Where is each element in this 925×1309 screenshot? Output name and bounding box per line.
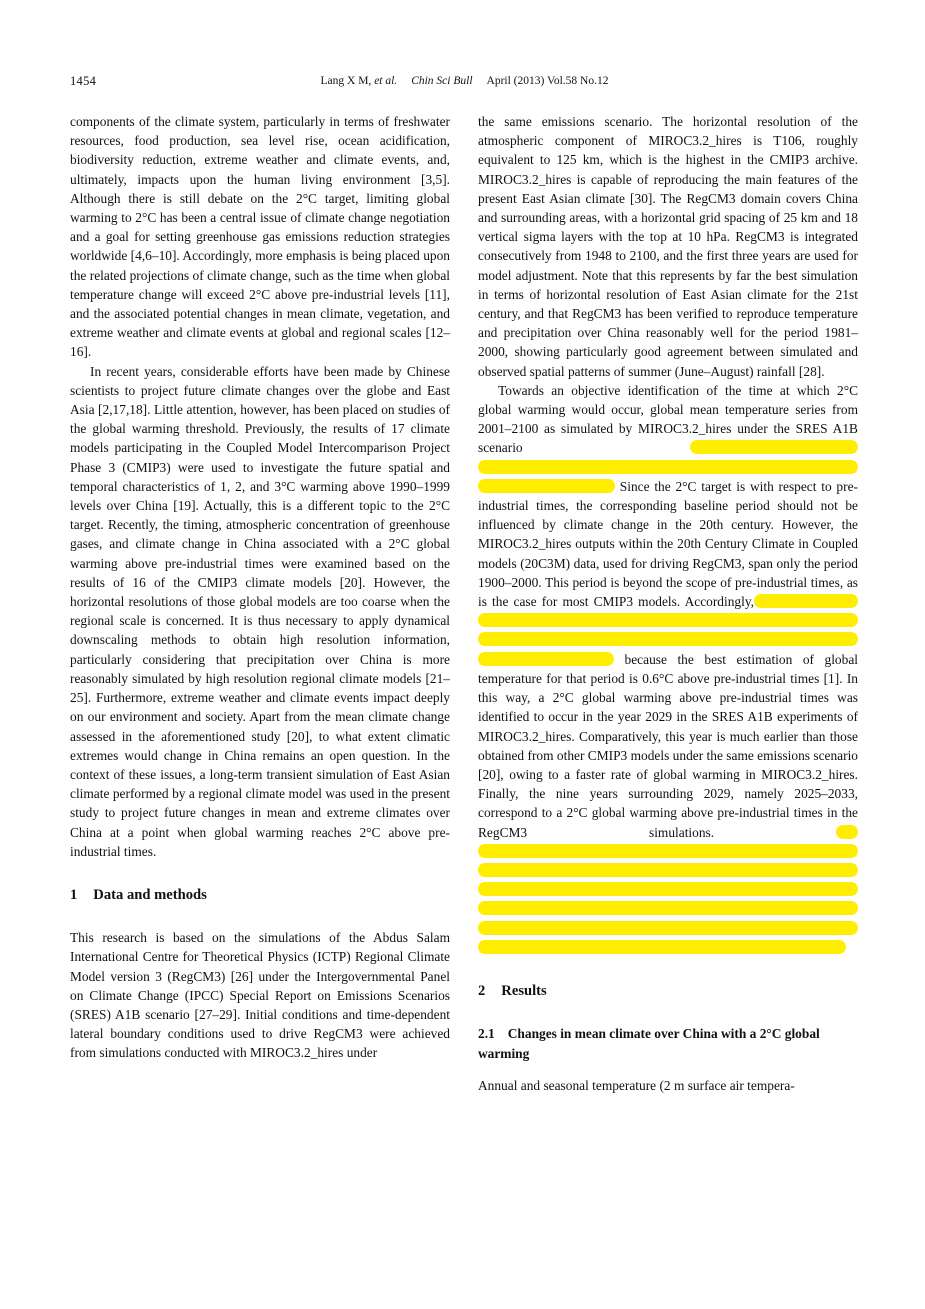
subsection-number: 2.1 bbox=[478, 1026, 495, 1042]
running-header bbox=[70, 74, 859, 88]
redacted-highlight bbox=[690, 440, 858, 454]
header-authors: Lang X M, bbox=[320, 75, 375, 87]
paragraph: components of the climate system, particularly in terms of freshwater resources, food production, sea level rise, ocean acidification, biodiversity reduction, extreme weather and climate events, and, ultimately, impacts upon the human living environment [3,5]. Although there is still debate on the 2°C target, limiting global warming to 2°C has been a central issue of climate change negotiation and a goal for setting greenhouse gas emissions reduction strategies worldwide [4,6–10]. Accordingly, more emphasis is being placed upon the related projections of climate change, such as the time when global temperature change will exceed 2°C above pre-industrial levels [11], and the associated potential changes in mean climate, vegetation, and extreme weather and climate events at global and regional scales [12–16]. bbox=[70, 114, 450, 360]
redacted-highlight bbox=[478, 479, 615, 493]
page-number: 1454 bbox=[70, 74, 97, 88]
redacted-highlight bbox=[478, 652, 614, 666]
redacted-highlight bbox=[478, 901, 858, 915]
header-etal: et al. bbox=[374, 75, 398, 87]
section-title: Data and methods bbox=[93, 886, 207, 903]
redacted-highlight bbox=[478, 863, 858, 877]
subsection-heading-mean-climate bbox=[478, 1024, 858, 1063]
redacted-highlight bbox=[478, 844, 858, 858]
page-header bbox=[70, 74, 859, 88]
section-title: Results bbox=[501, 982, 547, 999]
redacted-highlight bbox=[754, 594, 858, 608]
redacted-highlight bbox=[478, 460, 858, 474]
paragraph: In recent years, considerable efforts have been made by Chinese scientists to project future climate changes over the globe and East Asia [2,17,18]. Little attention, however, has been placed on studies of the global warming threshold. Previously, the results of 17 climate models participating in the Coupled Model Intercomparison Project Phase 3 (CMIP3) were used to investigate the future spatial and temporal characteristics of 1, 2, and 3°C warming above 1990–1999 levels over China [19]. Actually, this is a different topic to the 2°C target. Recently, the timing, atmospheric concentration of greenhouse gases, and climate change in China associated with a 2°C global warming above pre-industrial times were examined based on the results of 16 of the CMIP3 climate models [20]. However, the horizontal resolutions of those global models are too coarse when the regional scale is concerned. It is thus necessary to apply dynamical downscaling methods to obtain high resolution information, particularly considering that precipitation over China is more reasonably simulated by high resolution regional climate models [21–25]. Furthermore, extreme weather and climate events impact deeply on our environment and society. Apart from the mean climate change assessed in the aforementioned study [20], to what extent climatic extremes would change in China remains an open question. In the context of these issues, a long-term transient simulation of East Asian climate performed by a regional climate model was used in the present study to project future changes in mean and extreme climates over China at a point when global warming reaches 2°C above pre-industrial times. bbox=[70, 363, 450, 859]
section-number: 1 bbox=[70, 886, 78, 903]
paragraph-with-redactions: Towards an objective identification of the time at which 2°C global warming would occur, global mean temperature series from 2001–2100 as simulated by MIROC3.2_hires under the SRES A1B scenario Since the 2°C target is with respect to pre-industrial times, the corresponding baseline period should not be influenced by climate change in the 20th century. However, the MIROC3.2_hires outputs within the 20th Century Climate in Coupled models (20C3M) data, used for driving RegCM3, span only the period 1900–2000. This period is beyond the scope of pre-industrial times, as is the case for most CMIP3 models. Accordingly, because the best estimation of global temperature for that period is 0.6°C above pre-industrial times [1]. In this way, a 2°C global warming above pre-industrial times was identified to occur in the year 2029 in the SRES A1B experiments of MIROC3.2_hires. Comparatively, this year is much earlier than those obtained from other CMIP3 models under the same emissions scenario [20], owing to a faster rate of global warming in MIROC3.2_hires. Finally, the nine years surrounding 2029, namely 2025–2033, correspond to a 2°C global warming above pre-industrial times in the RegCM3 simulations. bbox=[478, 381, 858, 957]
redacted-highlight bbox=[478, 632, 858, 646]
left-column bbox=[70, 112, 450, 1063]
section-heading-results bbox=[478, 982, 858, 1001]
paragraph: the same emissions scenario. The horizontal resolution of the atmospheric component of MIROC3.2_hires is T106, roughly equivalent to 125 km, which is the highest in the CMIP3 archive. MIROC3.2_hires is capable of reproducing the main features of the present East Asian climate [30]. The RegCM3 domain covers China and surrounding areas, with a horizontal grid spacing of 25 km and 18 vertical sigma layers with the top at 10 hPa. RegCM3 is integrated consecutively from 1948 to 2100, and the first three years are used for model adjustment. Note that this represents by far the best simulation in terms of horizontal resolution of East Asian climate for the 21st century, and that RegCM3 has been verified to reproduce temperature and precipitation over China reasonably well for the period 1981–2000, showing particularly good agreement between simulated and observed spatial patterns of summer (June–August) rainfall [28]. bbox=[478, 114, 858, 379]
redacted-highlight bbox=[478, 940, 846, 954]
section-number: 2 bbox=[478, 982, 486, 999]
subsection-title: Changes in mean climate over China with a 2°C global warming bbox=[478, 1026, 820, 1061]
header-issue-info: April (2013) Vol.58 No.12 bbox=[486, 75, 609, 87]
redacted-highlight bbox=[478, 921, 858, 935]
redacted-highlight bbox=[478, 613, 858, 627]
redacted-highlight bbox=[478, 882, 858, 896]
header-journal-title: Chin Sci Bull bbox=[411, 75, 473, 87]
section-heading-data-and-methods bbox=[70, 886, 450, 905]
right-column bbox=[478, 112, 858, 1095]
paragraph: This research is based on the simulations of the Abdus Salam International Centre for Theoretical Physics (ICTP) Regional Climate Model version 3 (RegCM3) [26] under the Intergovernmental Panel on Climate Change (IPCC) Special Report on Emissions Scenarios (SRES) A1B scenario [27–29]. Initial conditions and time-dependent lateral boundary conditions used to drive RegCM3 were achieved from simulations conducted with MIROC3.2_hires under bbox=[70, 930, 450, 1061]
paragraph: Annual and seasonal temperature (2 m surface air tempera- bbox=[478, 1078, 795, 1094]
redacted-highlight bbox=[836, 825, 858, 839]
